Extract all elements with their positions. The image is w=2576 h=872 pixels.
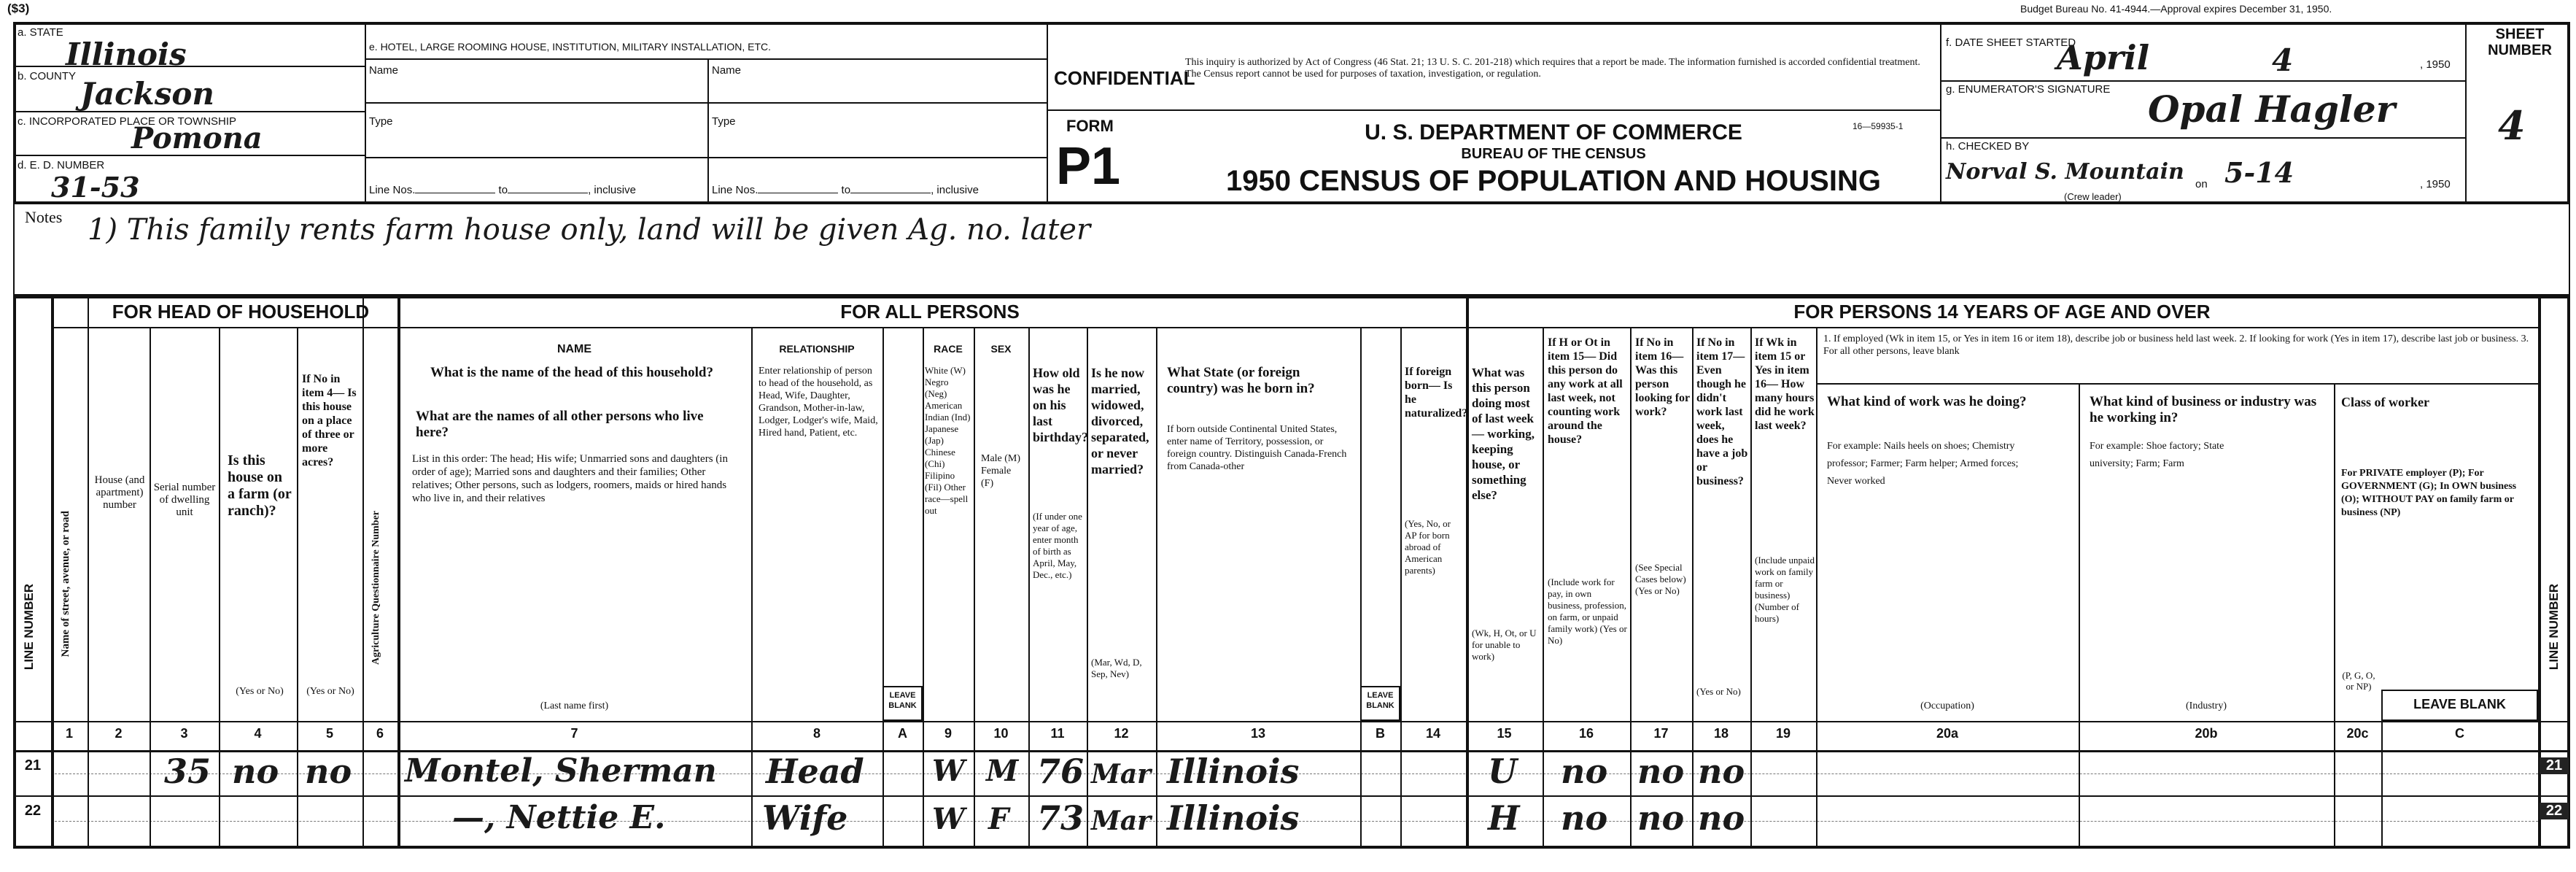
place-label: c. INCORPORATED PLACE OR TOWNSHIP [18, 115, 237, 128]
colnum-4: 4 [254, 726, 262, 741]
row-line-number-right: 21 [2540, 757, 2569, 774]
cell-birthplace: Illinois [1167, 752, 1300, 791]
place-value: Pomona [131, 121, 263, 155]
col-industry-foot: (Industry) [2186, 701, 2227, 711]
colnum-15: 15 [1497, 726, 1512, 741]
col-line-number-right: LINE NUMBER [2547, 584, 2561, 671]
bureau: BUREAU OF THE CENSUS [1461, 146, 1646, 162]
inst-lines-2 [712, 184, 979, 196]
col-name-list: List in this order: The head; His wife; Unmarried sons and daughters (in order of age); Married sons and daughters and their families; Other relatives; Other persons, such as lodgers, roomers, maids or hired hands who live in, and their relatives [412, 453, 728, 504]
date-month: April [2057, 38, 2150, 77]
row-line-number: 22 [24, 803, 42, 819]
col-activity: What was this person doing most of last week— working, keeping house, or something else? [1472, 366, 1535, 502]
colnum-7: 7 [570, 726, 578, 741]
cell-age: 73 [1037, 798, 1085, 838]
colnum-20b: 20b [2195, 726, 2218, 741]
col-job-sub: (Yes or No) [1696, 686, 1741, 697]
col-sex: Male (M) Female (F) [981, 453, 1021, 489]
col-looking: If No in item 16— Was this person looking for work? [1635, 336, 1690, 418]
department: U. S. DEPARTMENT OF COMMERCE [1365, 120, 1742, 144]
confidential-text: This inquiry is authorized by Act of Congress (46 Stat. 21; 13 U. S. C. 201-218) which requires that a report be made. The information furnished is accorded confidential treatment. The Census report cannot be used for purposes of taxation, investigation, or regulation. [1185, 57, 1920, 80]
leave-blank-b-text: LEAVE BLANK [1366, 691, 1394, 710]
colnum-17: 17 [1653, 726, 1669, 741]
date-label: f. DATE SHEET STARTED [1946, 36, 2076, 49]
col-hours-sub: (Include unpaid work on family farm or business) (Number of hours) [1755, 555, 1815, 624]
section-fourteen: FOR PERSONS 14 YEARS OF AGE AND OVER [1793, 301, 2211, 323]
colnum-18: 18 [1713, 726, 1729, 741]
leave-blank-a-text: LEAVE BLANK [888, 691, 917, 710]
ed-value: 31-53 [51, 171, 140, 204]
cell-activity: U [1488, 752, 1518, 791]
col-hours: If Wk in item 15 or Yes in item 16— How many hours did he work last week? [1755, 336, 1815, 432]
inst-lines-1 [369, 184, 636, 196]
col-marital: Is he now married, widowed, divorced, separated, or never married? [1091, 366, 1149, 476]
checked-date: 5-14 [2224, 156, 2294, 189]
col-class-ex: For PRIVATE employer (P); For GOVERNMENT (G); In OWN business (O); WITHOUT PAY on family farm or business (NP) [2341, 468, 2517, 518]
col-acres: If No in item 4— Is this house on a place of three or more acres? [302, 373, 357, 468]
row-line-number: 21 [24, 757, 42, 773]
col-name-q2: What are the names of all other persons who live here? [416, 409, 704, 440]
state-value: Illinois [66, 36, 187, 72]
col-street: Name of street, avenue, or road [60, 511, 71, 657]
cell-farm: no [232, 752, 279, 791]
col-relationship-title: RELATIONSHIP [779, 343, 855, 355]
col-occupation-q: What kind of work was he doing? [1827, 394, 2027, 409]
cell-any-work: no [1561, 798, 1608, 838]
ed-label: d. E. D. NUMBER [18, 159, 105, 171]
col-name-title: NAME [556, 343, 592, 355]
cell-marital: Mar [1091, 759, 1152, 790]
to-label: to [498, 184, 508, 196]
colnum-14: 14 [1425, 726, 1441, 741]
date-year: , 1950 [2420, 58, 2451, 71]
colnum-5: 5 [325, 726, 333, 741]
col-age-sub: (If under one year of age, enter month of birth as April, May, Dec., etc.) [1033, 511, 1082, 580]
inclusive-label: , inclusive [931, 184, 979, 196]
colnum-6: 6 [376, 726, 384, 741]
col-marital-sub: (Mar, Wd, D, Sep, Nev) [1091, 657, 1142, 679]
colnum-a: A [898, 726, 907, 741]
cell-sex: F [988, 802, 1009, 836]
institution-label: e. HOTEL, LARGE ROOMING HOUSE, INSTITUTION, MILITARY INSTALLATION, ETC. [369, 41, 772, 53]
cell-job: no [1698, 798, 1745, 838]
col-class-q: Class of worker [2341, 395, 2429, 409]
crew-leader: (Crew leader) [2064, 191, 2122, 202]
colnum-8: 8 [812, 726, 820, 741]
col-occupation-foot: (Occupation) [1920, 701, 1974, 711]
colnum-13: 13 [1250, 726, 1266, 741]
cell-looking: no [1637, 798, 1685, 838]
to-label: to [841, 184, 851, 196]
county-label: b. COUNTY [18, 70, 77, 82]
colnum-1: 1 [65, 726, 73, 741]
cell-race: W [932, 754, 965, 788]
col-relationship: Enter relationship of person to head of the household, as Head, Wife, Daughter, Grandson, Mother-in-law, Lodger, Lodger's wife, Maid, Hired hand, Patient, etc. [759, 366, 878, 439]
inclusive-label: , inclusive [588, 184, 636, 196]
col-job: If No in item 17— Even though he didn't work last week, does he have a job or business? [1696, 336, 1748, 487]
col-race-title: RACE [934, 343, 963, 355]
leave-blank-b [1360, 686, 1400, 721]
cell-birthplace: Illinois [1167, 798, 1300, 838]
col-line-number: LINE NUMBER [22, 584, 36, 671]
cell-relationship: Head [766, 752, 864, 791]
colnum-20c: 20c [2346, 726, 2369, 741]
cell-looking: no [1637, 752, 1685, 791]
colnum-11: 11 [1050, 726, 1065, 741]
sheet-number: 4 [2498, 102, 2526, 149]
section-all: FOR ALL PERSONS [840, 301, 1020, 323]
col-house-number: House (and apartment) number [94, 474, 145, 511]
budget-bureau: Budget Bureau No. 41-4944.—Approval expires December 31, 1950. [2020, 3, 2332, 15]
colnum-10: 10 [993, 726, 1009, 741]
inst-type-label-2: Type [712, 115, 736, 128]
col-looking-sub: (See Special Cases below) (Yes or No) [1635, 562, 1686, 596]
col-acres-ans: (Yes or No) [306, 686, 354, 697]
enumerator-label: g. ENUMERATOR'S SIGNATURE [1946, 83, 2111, 96]
leave-blank-c [2381, 690, 2538, 721]
cell-serial: 35 [164, 752, 212, 791]
checked-on: on [2195, 178, 2208, 190]
cell-race: W [932, 802, 965, 836]
col-name-foot: (Last name first) [540, 701, 609, 711]
section-head: FOR HEAD OF HOUSEHOLD [112, 301, 370, 323]
col-class-foot: (P, G, O, or NP) [2342, 670, 2375, 692]
colnum-c: C [2455, 726, 2464, 741]
col-any-work: If H or Ot in item 15— Did this person do any work at all last week, not counting work around the house? [1548, 336, 1623, 446]
enumerator-signature: Opal Hagler [2148, 88, 2396, 131]
inst-type-label-1: Type [369, 115, 393, 128]
col-any-work-sub: (Include work for pay, in own business, profession, on farm, or unpaid family work) (Yes or No) [1548, 576, 1627, 646]
colnum-12: 12 [1114, 726, 1129, 741]
colnum-20a: 20a [1936, 726, 1959, 741]
inst-name-label-1: Name [369, 64, 399, 77]
notes-text: 1) This family rents farm house only, land will be given Ag. no. later [88, 213, 1091, 247]
col-birthplace: What State (or foreign country) was he born in? [1167, 365, 1315, 396]
notes-label: Notes [25, 208, 63, 226]
county-value: Jackson [80, 76, 214, 112]
line-nos-label: Line Nos. [369, 184, 416, 196]
cell-any-work: no [1561, 752, 1608, 791]
form-code: 16—59935-1 [1853, 121, 1904, 131]
cell-job: no [1698, 752, 1745, 791]
col-activity-sub: (Wk, H, Ot, or U for unable to work) [1472, 628, 1537, 662]
col-farm: Is this house on a farm (or ranch)? [228, 452, 292, 519]
col-naturalized-sub: (Yes, No, or AP for born abroad of American parents) [1405, 518, 1451, 576]
budget-code: ($3) [7, 1, 30, 15]
leave-blank-a [882, 686, 923, 721]
col-industry-ex: For example: Shoe factory; State university; Farm; Farm [2090, 441, 2224, 469]
cell-name: —, Nettie E. [452, 799, 666, 836]
col-age: How old was he on his last birthday? [1033, 366, 1089, 444]
census-title: 1950 CENSUS OF POPULATION AND HOUSING [1226, 165, 1881, 197]
cell-marital: Mar [1091, 806, 1152, 836]
col-farm-ans: (Yes or No) [236, 686, 284, 697]
line-nos-label: Line Nos. [712, 184, 759, 196]
col-occupation-ex: For example: Nails heels on shoes; Chemistry professor; Farmer; Farm helper; Armed forces; Never worked [1827, 441, 2019, 487]
cell-relationship: Wife [762, 798, 848, 838]
colnum-3: 3 [180, 726, 188, 741]
col-agriculture: Agriculture Questionnaire Number [371, 511, 381, 665]
date-day: 4 [2272, 42, 2294, 78]
colnum-19: 19 [1775, 726, 1791, 741]
col-birthplace-sub: If born outside Continental United States, enter name of Territory, possession, or foreign country. Distinguish Canada-French from Canada-other [1167, 424, 1347, 472]
col-sex-title: SEX [990, 343, 1012, 355]
form-label: FORM [1066, 117, 1114, 135]
form-id: P1 [1056, 137, 1121, 196]
col-serial: Serial number of dwelling unit [153, 482, 216, 518]
cell-acres: no [305, 752, 352, 791]
sheet-number-label: SHEET NUMBER [2488, 26, 2552, 58]
colnum-2: 2 [115, 726, 123, 741]
leave-blank-c-text: LEAVE BLANK [2413, 697, 2506, 711]
confidential-title: CONFIDENTIAL [1054, 67, 1195, 89]
col-20-instructions: 1. If employed (Wk in item 15, or Yes in item 16 or item 18), describe job or business held last week. 2. If looking for work (Yes in item 17), describe last job or business. 3. For all other persons, leave blank [1823, 333, 2529, 357]
col-race: White (W) Negro (Neg) American Indian (Ind) Japanese (Jap) Chinese (Chi) Filipino (Fil) Other race—spell out [925, 365, 971, 516]
checked-by: Norval S. Mountain [1946, 159, 2184, 185]
col-name-q1: What is the name of the head of this household? [430, 365, 713, 380]
checked-year: , 1950 [2420, 178, 2451, 190]
cell-sex: M [986, 754, 1019, 788]
col-industry-q: What kind of business or industry was he working in? [2090, 394, 2317, 425]
cell-activity: H [1488, 798, 1520, 838]
inst-name-label-2: Name [712, 64, 742, 77]
row-line-number-right: 22 [2540, 803, 2569, 819]
colnum-9: 9 [944, 726, 952, 741]
state-label: a. STATE [18, 26, 63, 39]
col-naturalized: If foreign born— Is he naturalized? [1405, 366, 1468, 420]
cell-age: 76 [1037, 752, 1085, 791]
colnum-16: 16 [1578, 726, 1594, 741]
cell-name: Montel, Sherman [405, 752, 717, 790]
checked-label: h. CHECKED BY [1946, 140, 2030, 153]
colnum-b: B [1376, 726, 1385, 741]
